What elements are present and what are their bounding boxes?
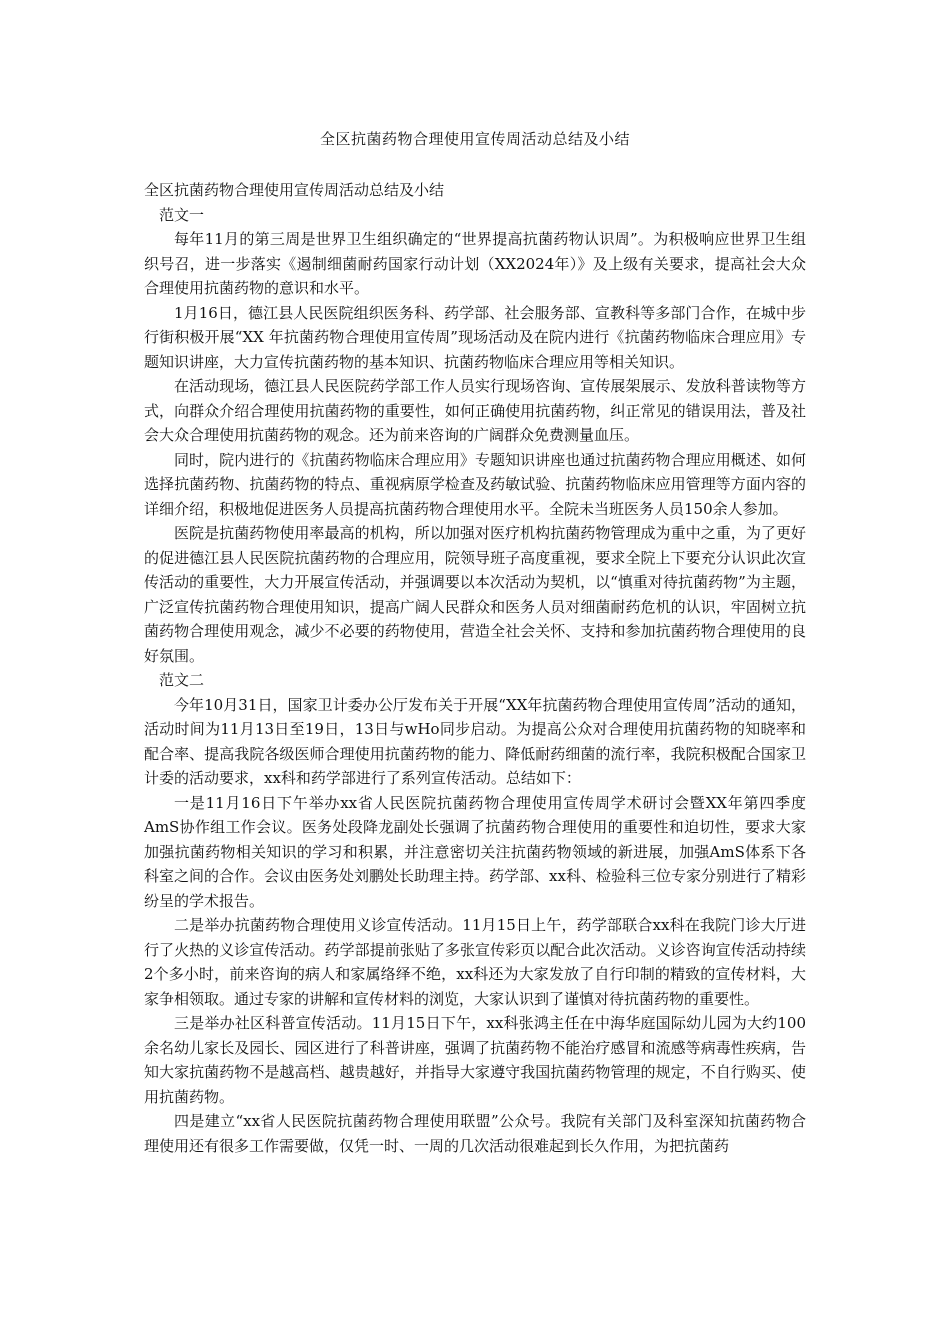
paragraph: 四是建立“xx省人民医院抗菌药物合理使用联盟”公众号。我院有关部门及科室深知抗菌药物合理使用还有很多工作需要做，仅凭一时、一周的几次活动很难起到长久作用，为把抗菌药 <box>144 1112 806 1155</box>
paragraph: 二是举办抗菌药物合理使用义诊宣传活动。11月15日上午，药学部联合xx科在我院门诊大厅进行了火热的义诊宣传活动。药学部提前张贴了多张宣传彩页以配合此次活动。义诊咨询宣传活动持续2个多小时，前来咨询的病人和家属络绎不绝，xx科还为大家发放了自行印制的精致的宣传材料，大家争相领取。通过专家的讲解和宣传材料的浏览，大家认识到了谨慎对待抗菌药物的重要性。 <box>144 916 806 1008</box>
paragraph: 三是举办社区科普宣传活动。11月15日下午，xx科张鸿主任在中海华庭国际幼儿园为大约100余名幼儿家长及园长、园区进行了科普讲座，强调了抗菌药物不能治疗感冒和流感等病毒性疾病，告知大家抗菌药物不是越高档、越贵越好，并指导大家遵守我国抗菌药物管理的规定，不自行购买、使用抗菌药物。 <box>144 1014 806 1106</box>
paragraph: 在活动现场，德江县人民医院药学部工作人员实行现场咨询、宣传展架展示、发放科普读物等方式，向群众介绍合理使用抗菌药物的重要性，如何正确使用抗菌药物，纠正常见的错误用法，普及社会大众合理使用抗菌药物的观念。还为前来咨询的广阔群众免费测量血压。 <box>144 377 806 444</box>
paragraph: 1月16日，德江县人民医院组织医务科、药学部、社会服务部、宣教科等多部门合作，在城中步行街积极开展“XX 年抗菌药物合理使用宣传周”现场活动及在院内进行《抗菌药物临床合理应用》专题知识讲座，大力宣传抗菌药物的基本知识、抗菌药物临床合理应用等相关知识。 <box>144 303 806 371</box>
section-label-2: 范文二 <box>159 671 205 689</box>
paragraph: 同时，院内进行的《抗菌药物临床合理应用》专题知识讲座也通过抗菌药物合理应用概述、如何选择抗菌药物、抗菌药物的特点、重视病原学检查及药敏试验、抗菌药物临床应用管理等方面内容的详细介绍，积极地促进医务人员提高抗菌药物合理使用水平。全院未当班医务人员150余人参加。 <box>144 450 806 518</box>
paragraph: 医院是抗菌药物使用率最高的机构，所以加强对医疗机构抗菌药物管理成为重中之重，为了更好的促进德江县人民医院抗菌药物的合理应用，院领导班子高度重视，要求全院上下要充分认识此次宣传活动的重要性，大力开展宣传活动，并强调要以本次活动为契机，以“慎重对待抗菌药物”为主题，广泛宣传抗菌药物合理使用知识，提高广阔人民群众和医务人员对细菌耐药危机的认识，牢固树立抗菌药物合理使用观念，减少不必要的药物使用，营造全社会关怀、支持和参加抗菌药物合理使用的良好氛围。 <box>144 524 806 665</box>
paragraph: 每年11月的第三周是世界卫生组织确定的“世界提高抗菌药物认识周”。为积极响应世界卫生组织号召，进一步落实《遏制细菌耐药国家行动计划（XX2024年）》及上级有关要求，提高社会大众合理使用抗菌药物的意识和水平。 <box>144 230 806 297</box>
document-title: 全区抗菌药物合理使用宣传周活动总结及小结 <box>319 130 630 148</box>
paragraph: 一是11月16日下午举办xx省人民医院抗菌药物合理使用宣传周学术研讨会暨XX年第四季度AmS协作组工作会议。医务处段降龙副处长强调了抗菌药物合理使用的重要性和迫切性，要求大家加强抗菌药物相关知识的学习和积累，并注意密切关注抗菌药物领域的新进展，加强AmS体系下各科室之间的合作。会议由医务处刘鹏处长助理主持。药学部、xx科、检验科三位专家分别进行了精彩纷呈的学术报告。 <box>144 793 806 910</box>
section-label-1: 范文一 <box>159 205 205 224</box>
paragraph: 今年10月31日，国家卫计委办公厅发布关于开展“XX年抗菌药物合理使用宣传周”活动的通知，活动时间为11月13日至19日，13日与wHo同步启动。为提高公众对合理使用抗菌药物的知晓率和配合率、提高我院各级医师合理使用抗菌药物的能力、降低耐药细菌的流行率，我院积极配合国家卫计委的活动要求，xx科和药学部进行了系列宣传活动。总结如下： <box>144 695 806 787</box>
document-subtitle: 全区抗菌药物合理使用宣传周活动总结及小结 <box>144 181 445 199</box>
document-body <box>144 178 806 1158</box>
